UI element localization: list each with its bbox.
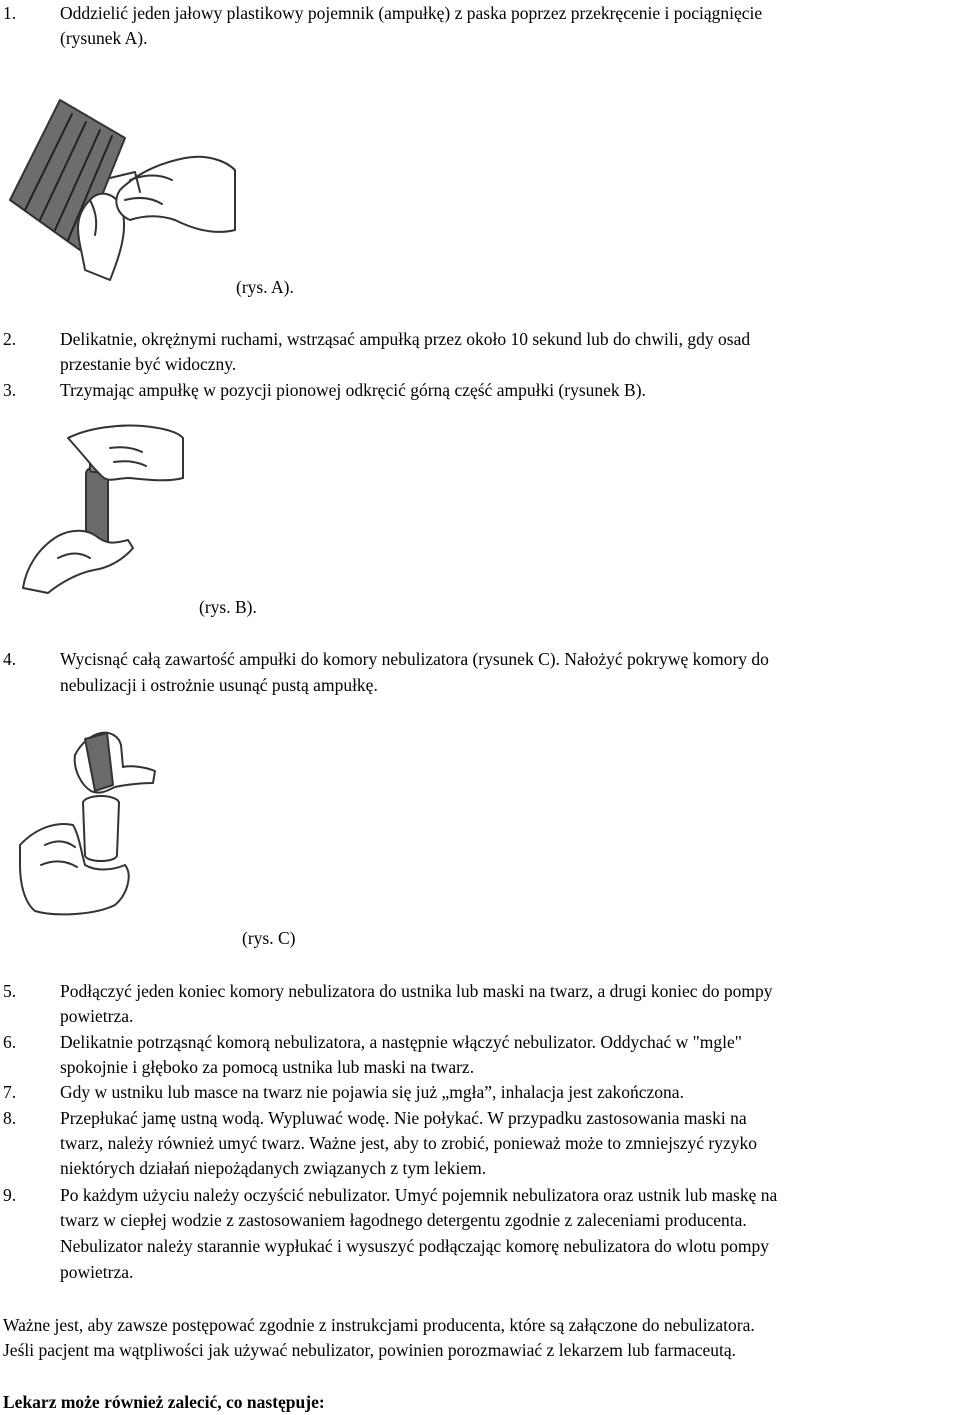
step-text: Przepłukać jamę ustną wodą. Wypluwać wodę. Nie połykać. W przypadku zastosowania maski na: [60, 1108, 747, 1128]
step-text: Nebulizator należy starannie wypłukać i wysuszyć podłączając komorę nebulizatora do wlotu pompy: [60, 1236, 769, 1256]
figure-b-caption: (rys. B).: [199, 597, 257, 617]
figure-a-caption: (rys. A).: [236, 277, 294, 297]
step-number: 7.: [3, 1082, 17, 1102]
step-text: niektórych działań niepożądanych związanych z tym lekiem.: [60, 1158, 487, 1178]
step-number: 2.: [3, 329, 17, 349]
step-text: Po każdym użyciu należy oczyścić nebulizator. Umyć pojemnik nebulizatora oraz ustnik lub maskę na: [60, 1185, 778, 1205]
step-text: Delikatnie potrząsnąć komorą nebulizatora, a następnie włączyć nebulizator. Oddychać w "mgle": [60, 1032, 742, 1052]
step-text: twarz w ciepłej wodzie z zastosowaniem łagodnego detergentu zgodnie z zaleceniami producenta.: [60, 1210, 747, 1230]
step-text: Delikatnie, okrężnymi ruchami, wstrząsać ampułką przez około 10 sekund lub do chwili, gdy osad: [60, 329, 751, 349]
step-number: 5.: [3, 981, 17, 1001]
step-text: Trzymając ampułkę w pozycji pionowej odkręcić górną część ampułki (rysunek B).: [60, 380, 646, 400]
step-text: Wycisnąć całą zawartość ampułki do komory nebulizatora (rysunek C). Nałożyć pokrywę komory do: [60, 649, 769, 669]
step-text: twarz, należy również umyć twarz. Ważne jest, aby to zrobić, ponieważ może to zmniejszyć ryzyko: [60, 1133, 758, 1153]
step-text: nebulizacji i ostrożnie usunąć pustą ampułkę.: [60, 675, 378, 695]
figure-c-caption: (rys. C): [242, 928, 296, 948]
note-paragraph: Ważne jest, aby zawsze postępować zgodnie z instrukcjami producenta, które są załączone do nebulizatora.: [3, 1315, 755, 1335]
step-number: 1.: [3, 3, 17, 23]
step-text: przestanie być widoczny.: [60, 354, 237, 374]
step-number: 4.: [3, 649, 17, 669]
note-paragraph: Jeśli pacjent ma wątpliwości jak używać nebulizator, powinien porozmawiać z lekarzem lub farmaceutą.: [3, 1340, 737, 1360]
figure-b-open-ampoule: [18, 418, 188, 598]
step-number: 8.: [3, 1108, 17, 1128]
step-text: Gdy w ustniku lub masce na twarz nie pojawia się już „mgła”, inhalacja jest zakończona.: [60, 1082, 684, 1102]
section-heading: Lekarz może również zalecić, co następuje:: [3, 1392, 325, 1412]
step-text: (rysunek A).: [60, 28, 148, 48]
step-number: 3.: [3, 380, 17, 400]
step-text: powietrza.: [60, 1262, 134, 1282]
step-text: Oddzielić jeden jałowy plastikowy pojemnik (ampułkę) z paska poprzez przekręcenie i pociągnięcie: [60, 3, 763, 23]
figure-c-nebulizer-fill: [15, 725, 240, 920]
step-text: Podłączyć jeden koniec komory nebulizatora do ustnika lub maski na twarz, a drugi koniec do pompy: [60, 981, 773, 1001]
figure-a-ampoule-strip: [0, 70, 240, 285]
step-number: 6.: [3, 1032, 17, 1052]
step-text: spokojnie i głęboko za pomocą ustnika lub maski na twarz.: [60, 1057, 475, 1077]
step-number: 9.: [3, 1185, 17, 1205]
step-text: powietrza.: [60, 1006, 134, 1026]
